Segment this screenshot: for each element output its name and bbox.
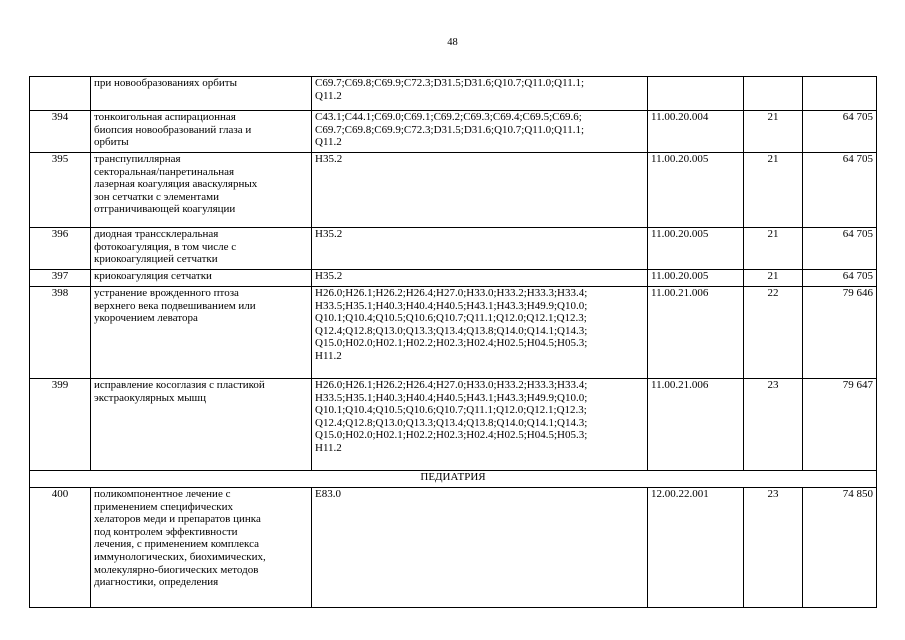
row-number xyxy=(30,77,91,111)
icd-codes-line: H33.5;H35.1;H40.3;H40.4;H40.5;H43.1;H43.3;H49.9;Q10.0; xyxy=(315,299,588,312)
icd-codes xyxy=(312,77,648,111)
model-code: 11.00.20.005 xyxy=(648,228,744,270)
group-number: 23 xyxy=(744,379,803,471)
service-name-line: экстраокулярных мышц xyxy=(94,391,206,404)
service-name-line: секторальная/панретинальная xyxy=(94,165,235,178)
price: 79 646 xyxy=(803,287,877,379)
icd-codes-line: Q12.4;Q12.8;Q13.0;Q13.3;Q13.4;Q13.8;Q14.0;Q14.1;Q14.3; xyxy=(315,416,588,429)
row-number: 399 xyxy=(30,379,91,471)
group-number: 21 xyxy=(744,111,803,153)
service-name xyxy=(91,488,312,608)
icd-codes-line: C69.7;C69.8;C69.9;C72.3;D31.5;D31.6;Q10.7;Q11.0;Q11.1; xyxy=(315,77,585,89)
services-table xyxy=(29,76,877,608)
icd-codes xyxy=(312,153,648,228)
service-name-line: применением специфических xyxy=(94,500,233,513)
price: 64 705 xyxy=(803,270,877,287)
price: 74 850 xyxy=(803,488,877,608)
service-name-line: криокоагуляция сетчатки xyxy=(94,270,212,282)
price xyxy=(803,77,877,111)
price: 64 705 xyxy=(803,111,877,153)
service-name-line: отграничивающей коагуляции xyxy=(94,203,236,216)
service-name-line: хелаторов меди и препаратов цинка xyxy=(94,513,261,526)
model-code: 11.00.20.004 xyxy=(648,111,744,153)
service-name xyxy=(91,287,312,379)
icd-codes xyxy=(312,287,648,379)
service-name-line: криокоагуляцией сетчатки xyxy=(94,253,218,266)
table-row xyxy=(30,77,877,111)
icd-codes xyxy=(312,228,648,270)
service-name-line: орбиты xyxy=(94,136,129,149)
service-name-line: верхнего века подвешиванием или xyxy=(94,299,256,312)
model-code: 11.00.21.006 xyxy=(648,287,744,379)
row-number: 400 xyxy=(30,488,91,608)
group-number: 21 xyxy=(744,153,803,228)
table-row xyxy=(30,488,877,608)
icd-codes-line: Q10.1;Q10.4;Q10.5;Q10.6;Q10.7;Q11.1;Q12.0;Q12.1;Q12.3; xyxy=(315,404,587,417)
page-number: 48 xyxy=(447,37,458,48)
price: 64 705 xyxy=(803,228,877,270)
service-name-line: при новообразованиях орбиты xyxy=(94,77,237,89)
service-name-line: молекулярно-биогических методов xyxy=(94,563,259,576)
service-name-line: диагностики, определения xyxy=(94,576,219,589)
table-row xyxy=(30,153,877,228)
icd-codes-line: Q12.4;Q12.8;Q13.0;Q13.3;Q13.4;Q13.8;Q14.0;Q14.1;Q14.3; xyxy=(315,324,588,337)
icd-codes-line: H35.2 xyxy=(315,270,343,282)
table-row xyxy=(30,287,877,379)
service-name-line: устранение врожденного птоза xyxy=(94,287,239,299)
icd-codes xyxy=(312,488,648,608)
icd-codes xyxy=(312,379,648,471)
table-row xyxy=(30,228,877,270)
service-name-line: под контролем эффективности xyxy=(94,525,238,538)
icd-codes-line: Q10.1;Q10.4;Q10.5;Q10.6;Q10.7;Q11.1;Q12.0;Q12.1;Q12.3; xyxy=(315,312,587,325)
service-name xyxy=(91,111,312,153)
icd-codes-line: Q15.0;H02.0;H02.1;H02.2;H02.3;H02.4;H02.5;H04.5;H05.3; xyxy=(315,429,588,442)
row-number: 397 xyxy=(30,270,91,287)
icd-codes-line: Q11.2 xyxy=(315,136,342,149)
group-number: 21 xyxy=(744,228,803,270)
table-body xyxy=(30,77,877,608)
service-name-line: диодная транссклеральная xyxy=(94,228,219,240)
table-row xyxy=(30,270,877,287)
service-name-line: лазерная коагуляция аваскулярных xyxy=(94,178,258,191)
icd-codes xyxy=(312,270,648,287)
row-number: 398 xyxy=(30,287,91,379)
table-row xyxy=(30,111,877,153)
group-number: 23 xyxy=(744,488,803,608)
row-number: 395 xyxy=(30,153,91,228)
model-code xyxy=(648,77,744,111)
model-code: 11.00.20.005 xyxy=(648,270,744,287)
icd-codes xyxy=(312,111,648,153)
service-name-line: биопсия новообразований глаза и xyxy=(94,123,252,136)
row-number: 396 xyxy=(30,228,91,270)
icd-codes-line: H33.5;H35.1;H40.3;H40.4;H40.5;H43.1;H43.3;H49.9;Q10.0; xyxy=(315,391,588,404)
service-name-line: тонкоигольная аспирационная xyxy=(94,111,236,123)
service-name-line: иммунологических, биохимических, xyxy=(94,550,266,563)
row-number: 394 xyxy=(30,111,91,153)
service-name-line: транспупиллярная xyxy=(94,153,181,165)
service-name-line: укорочением леватора xyxy=(94,312,198,325)
service-name xyxy=(91,379,312,471)
service-name-line: фотокоагуляция, в том числе с xyxy=(94,240,237,253)
section-row xyxy=(30,471,877,488)
icd-codes-line: H11.2 xyxy=(315,349,342,362)
icd-codes-line: H26.0;H26.1;H26.2;H26.4;H27.0;H33.0;H33.2;H33.3;H33.4; xyxy=(315,379,588,391)
icd-codes-line: Q15.0;H02.0;H02.1;H02.2;H02.3;H02.4;H02.5;H04.5;H05.3; xyxy=(315,337,588,350)
service-name-line: зон сетчатки с элементами xyxy=(94,190,219,203)
service-name xyxy=(91,270,312,287)
icd-codes-line: H35.2 xyxy=(315,228,343,240)
price: 79 647 xyxy=(803,379,877,471)
service-name xyxy=(91,228,312,270)
group-number xyxy=(744,77,803,111)
icd-codes-line: C69.7;C69.8;C69.9;C72.3;D31.5;D31.6;Q10.7;Q11.0;Q11.1; xyxy=(315,123,585,136)
service-name-line: поликомпонентное лечение с xyxy=(94,488,231,500)
price: 64 705 xyxy=(803,153,877,228)
icd-codes-line: E83.0 xyxy=(315,488,341,500)
model-code: 12.00.22.001 xyxy=(648,488,744,608)
group-number: 22 xyxy=(744,287,803,379)
icd-codes-line: H11.2 xyxy=(315,441,342,454)
icd-codes-line: Q11.2 xyxy=(315,89,342,102)
group-number: 21 xyxy=(744,270,803,287)
service-name-line: исправление косоглазия с пластикой xyxy=(94,379,265,391)
table-row xyxy=(30,379,877,471)
model-code: 11.00.21.006 xyxy=(648,379,744,471)
service-name xyxy=(91,77,312,111)
service-name xyxy=(91,153,312,228)
icd-codes-line: H35.2 xyxy=(315,153,343,165)
service-name-line: лечения, с применением комплекса xyxy=(94,538,259,551)
section-title: ПЕДИАТРИЯ xyxy=(30,471,877,488)
icd-codes-line: H26.0;H26.1;H26.2;H26.4;H27.0;H33.0;H33.2;H33.3;H33.4; xyxy=(315,287,588,299)
model-code: 11.00.20.005 xyxy=(648,153,744,228)
icd-codes-line: C43.1;C44.1;C69.0;C69.1;C69.2;C69.3;C69.4;C69.5;C69.6; xyxy=(315,111,582,123)
